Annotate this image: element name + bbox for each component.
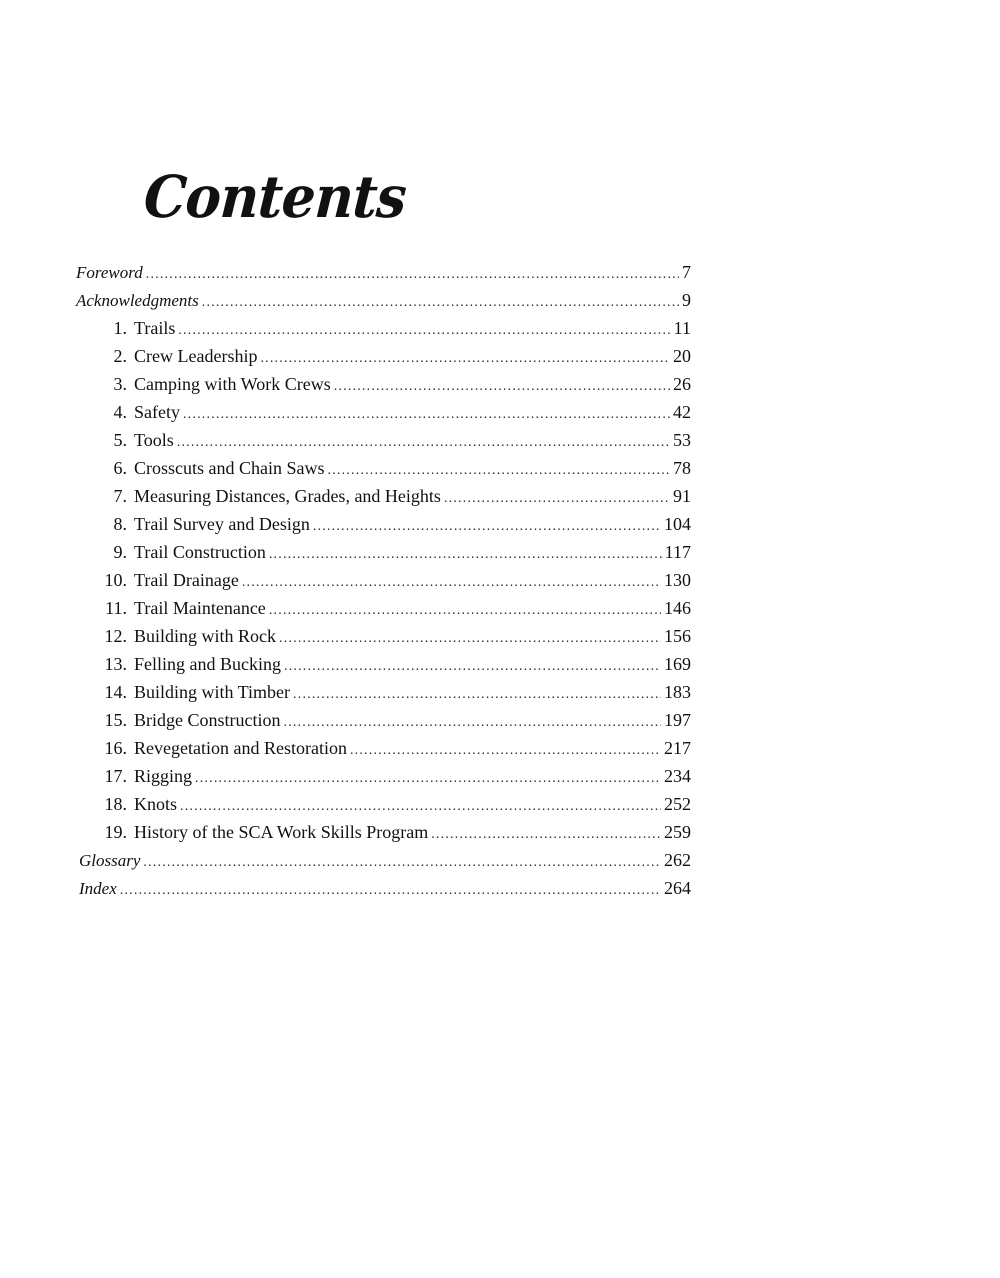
- toc-entry-page: 53: [673, 430, 691, 450]
- toc-entry-number: 11.: [105, 598, 127, 618]
- toc-entry: [76, 790, 691, 818]
- toc-entry: [76, 762, 691, 790]
- toc-dot-leader: [177, 429, 670, 457]
- toc-entry-title: Trail Maintenance: [134, 598, 266, 618]
- toc-entry-title: Trail Survey and Design: [134, 514, 310, 534]
- toc-entry-number: 3.: [113, 374, 127, 394]
- toc-entry-page: 183: [664, 682, 691, 702]
- toc-entry-title: Measuring Distances, Grades, and Heights: [134, 486, 441, 506]
- toc-entry-page: 197: [664, 710, 691, 730]
- toc-entry-title: Building with Timber: [134, 682, 291, 702]
- toc-entry-title: Crosscuts and Chain Saws: [134, 458, 325, 478]
- toc-dot-leader: [195, 765, 661, 793]
- toc-dot-leader: [120, 877, 661, 905]
- toc-entry-number: 6.: [113, 458, 127, 478]
- toc-entry-number: 13.: [104, 654, 127, 674]
- toc-entry-title: Acknowledgments: [76, 291, 199, 310]
- toc-entry-title: Camping with Work Crews: [134, 374, 331, 394]
- toc-entry: [76, 258, 691, 286]
- toc-entry-number: 9.: [113, 542, 127, 562]
- toc-entry-page: 146: [664, 598, 691, 618]
- toc-entry-number: 18.: [104, 794, 127, 814]
- toc-entry-title: Safety: [134, 402, 180, 422]
- toc-entry: [76, 678, 691, 706]
- toc-entry-number: 16.: [104, 738, 127, 758]
- toc-entry-page: 91: [673, 486, 691, 506]
- toc-entry-title: Bridge Construction: [134, 710, 281, 730]
- toc-entry: [76, 370, 691, 398]
- page-title: Contents: [141, 163, 408, 231]
- toc-entry: [76, 566, 691, 594]
- toc-entry-title: Index: [79, 879, 117, 898]
- toc-entry-page: 264: [664, 878, 691, 898]
- toc-entry-page: 259: [664, 822, 691, 842]
- toc-entry: [76, 426, 691, 454]
- toc-entry: [76, 510, 691, 538]
- toc-entry-title: Glossary: [79, 851, 141, 870]
- toc-entry-number: 7.: [113, 486, 127, 506]
- toc-dot-leader: [293, 681, 661, 709]
- toc-dot-leader: [279, 625, 661, 653]
- toc-dot-leader: [350, 737, 661, 765]
- toc-entry-page: 217: [664, 738, 691, 758]
- toc-entry: [76, 286, 691, 314]
- toc-entry-number: 5.: [113, 430, 127, 450]
- toc-dot-leader: [183, 401, 670, 429]
- toc-entry-number: 19.: [104, 822, 127, 842]
- toc-entry-number: 10.: [104, 570, 127, 590]
- toc-dot-leader: [444, 485, 670, 513]
- toc-entry-title: Knots: [134, 794, 178, 814]
- toc-dot-leader: [328, 457, 671, 485]
- toc-dot-leader: [242, 569, 661, 597]
- toc-entry: [76, 454, 691, 482]
- toc-entry: [76, 622, 691, 650]
- toc-dot-leader: [178, 317, 670, 345]
- toc-dot-leader: [146, 261, 679, 289]
- toc-entry-number: 1.: [113, 318, 127, 338]
- toc-entry-title: Rigging: [134, 766, 193, 786]
- toc-dot-leader: [143, 849, 661, 877]
- toc-entry-page: 234: [664, 766, 691, 786]
- toc-dot-leader: [269, 597, 661, 625]
- toc-entry-page: 104: [664, 514, 691, 534]
- toc-entry-page: 26: [673, 374, 691, 394]
- toc-entry-number: 4.: [113, 402, 127, 422]
- toc-entry: [76, 594, 691, 622]
- toc-entry-page: 7: [682, 262, 691, 282]
- toc-entry-page: 20: [673, 346, 691, 366]
- toc-entry-title: History of the SCA Work Skills Program: [134, 822, 429, 842]
- toc-entry: [76, 342, 691, 370]
- toc-entry-page: 130: [664, 570, 691, 590]
- toc-entry-page: 169: [664, 654, 691, 674]
- table-of-contents: [76, 258, 691, 902]
- toc-entry-page: 78: [673, 458, 691, 478]
- toc-dot-leader: [202, 289, 679, 317]
- toc-entry: [76, 538, 691, 566]
- toc-entry-page: 11: [673, 318, 691, 338]
- toc-entry-number: 17.: [104, 766, 127, 786]
- toc-entry-title: Tools: [134, 430, 174, 450]
- toc-entry-page: 42: [673, 402, 691, 422]
- toc-entry: [76, 818, 691, 846]
- toc-entry: [76, 482, 691, 510]
- toc-entry-title: Felling and Bucking: [134, 654, 281, 674]
- toc-entry-title: Crew Leadership: [134, 346, 258, 366]
- toc-dot-leader: [284, 709, 662, 737]
- toc-dot-leader: [180, 793, 661, 821]
- toc-entry-page: 156: [664, 626, 691, 646]
- toc-entry: [76, 398, 691, 426]
- toc-dot-leader: [334, 373, 670, 401]
- toc-entry-number: 14.: [104, 682, 127, 702]
- toc-entry-title: Revegetation and Restoration: [134, 738, 347, 758]
- toc-entry-page: 262: [664, 850, 691, 870]
- toc-entry-title: Trail Drainage: [134, 570, 239, 590]
- toc-dot-leader: [260, 345, 670, 373]
- toc-entry: [76, 706, 691, 734]
- toc-dot-leader: [431, 821, 661, 849]
- toc-entry: [76, 846, 691, 874]
- toc-entry-number: 8.: [113, 514, 127, 534]
- toc-dot-leader: [313, 513, 661, 541]
- toc-dot-leader: [269, 541, 662, 569]
- toc-entry-title: Building with Rock: [134, 626, 277, 646]
- toc-dot-leader: [284, 653, 661, 681]
- toc-entry: [76, 650, 691, 678]
- toc-entry-number: 15.: [104, 710, 127, 730]
- toc-entry: [76, 314, 691, 342]
- toc-entry-number: 2.: [113, 346, 127, 366]
- toc-entry: [76, 874, 691, 902]
- toc-entry-page: 252: [664, 794, 691, 814]
- toc-entry: [76, 734, 691, 762]
- toc-entry-title: Trails: [134, 318, 176, 338]
- toc-entry-title: Trail Construction: [134, 542, 266, 562]
- toc-entry-page: 117: [664, 542, 691, 562]
- toc-entry-page: 9: [682, 290, 691, 310]
- toc-entry-title: Foreword: [76, 263, 143, 282]
- toc-entry-number: 12.: [104, 626, 127, 646]
